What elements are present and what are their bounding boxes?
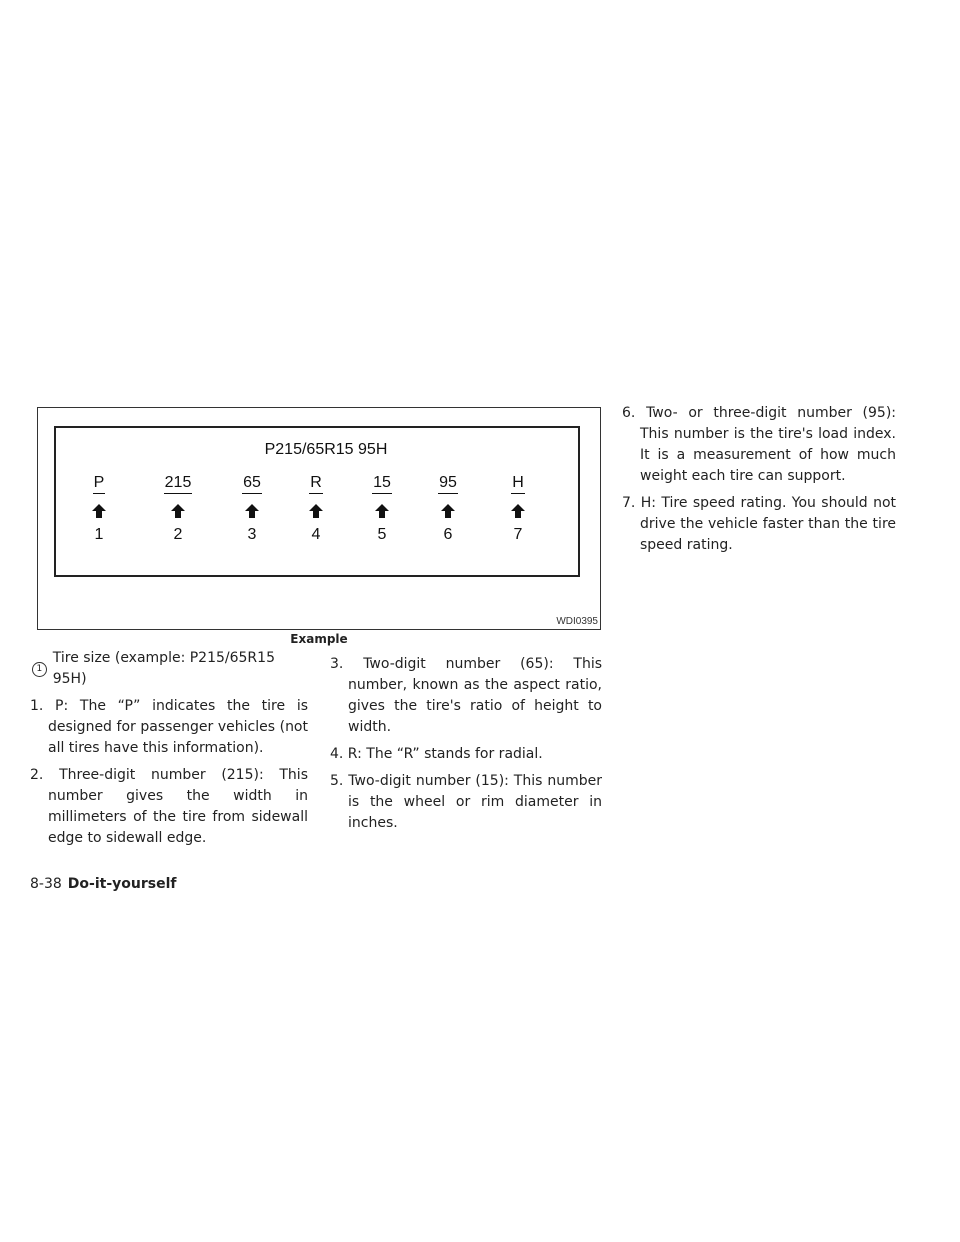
part-code: H (511, 474, 525, 494)
part-number: 6 (443, 526, 453, 543)
part-code: 215 (164, 474, 193, 494)
arrow-up-icon (245, 504, 259, 518)
figure-code: WDI0395 (556, 616, 598, 627)
part-p (69, 474, 129, 544)
arrow-up-icon (171, 504, 185, 518)
tire-code-box (54, 426, 580, 577)
part-number: 7 (513, 526, 523, 543)
list-item: 2. Three-digit number (215): This number gives the width in millimeters of the tire from sidewall edge to sidewall edge. (30, 767, 308, 846)
part-number: 2 (173, 526, 183, 543)
page-footer (30, 876, 176, 892)
part-code: R (309, 474, 323, 494)
callout-line (30, 648, 308, 690)
list-item: 5. Two-digit number (15): This number is the wheel or rim diameter in inches. (330, 773, 602, 831)
part-65 (222, 474, 282, 544)
tire-size-code: P215/65R15 95H (264, 441, 388, 458)
list-item: 6. Two- or three-digit number (95): This number is the tire's load index. It is a measurement of how much weight each tire can support. (622, 405, 896, 484)
part-number: 5 (377, 526, 387, 543)
part-code: 95 (438, 474, 458, 494)
part-code: 65 (242, 474, 262, 494)
list-item: 3. Two-digit number (65): This number, known as the aspect ratio, gives the tire's ratio of height to width. (330, 656, 602, 735)
part-number: 1 (94, 526, 104, 543)
part-number: 3 (247, 526, 257, 543)
column-2 (330, 654, 602, 840)
page-number: 8-38 (30, 876, 62, 892)
part-15 (352, 474, 412, 544)
column-1 (30, 648, 308, 855)
part-95 (418, 474, 478, 544)
arrow-up-icon (92, 504, 106, 518)
callout-marker: 1 (32, 662, 47, 677)
list-item: 1. P: The “P” indicates the tire is designed for passenger vehicles (not all tires have this information). (30, 698, 308, 756)
part-215 (148, 474, 208, 544)
list-item: 4. R: The “R” stands for radial. (330, 746, 543, 762)
list-item: 7. H: Tire speed rating. You should not drive the vehicle faster than the tire speed rating. (622, 495, 896, 553)
part-h (488, 474, 548, 544)
arrow-up-icon (375, 504, 389, 518)
arrow-up-icon (441, 504, 455, 518)
callout-text: Tire size (example: P215/65R15 95H) (52, 650, 275, 687)
arrow-up-icon (309, 504, 323, 518)
tire-diagram (37, 407, 601, 630)
part-r (286, 474, 346, 544)
part-number: 4 (311, 526, 321, 543)
column-3 (622, 403, 896, 562)
arrow-up-icon (511, 504, 525, 518)
figure-caption: Example (290, 632, 348, 646)
part-code: 15 (372, 474, 392, 494)
section-title: Do-it-yourself (67, 876, 177, 892)
part-code: P (93, 474, 106, 494)
